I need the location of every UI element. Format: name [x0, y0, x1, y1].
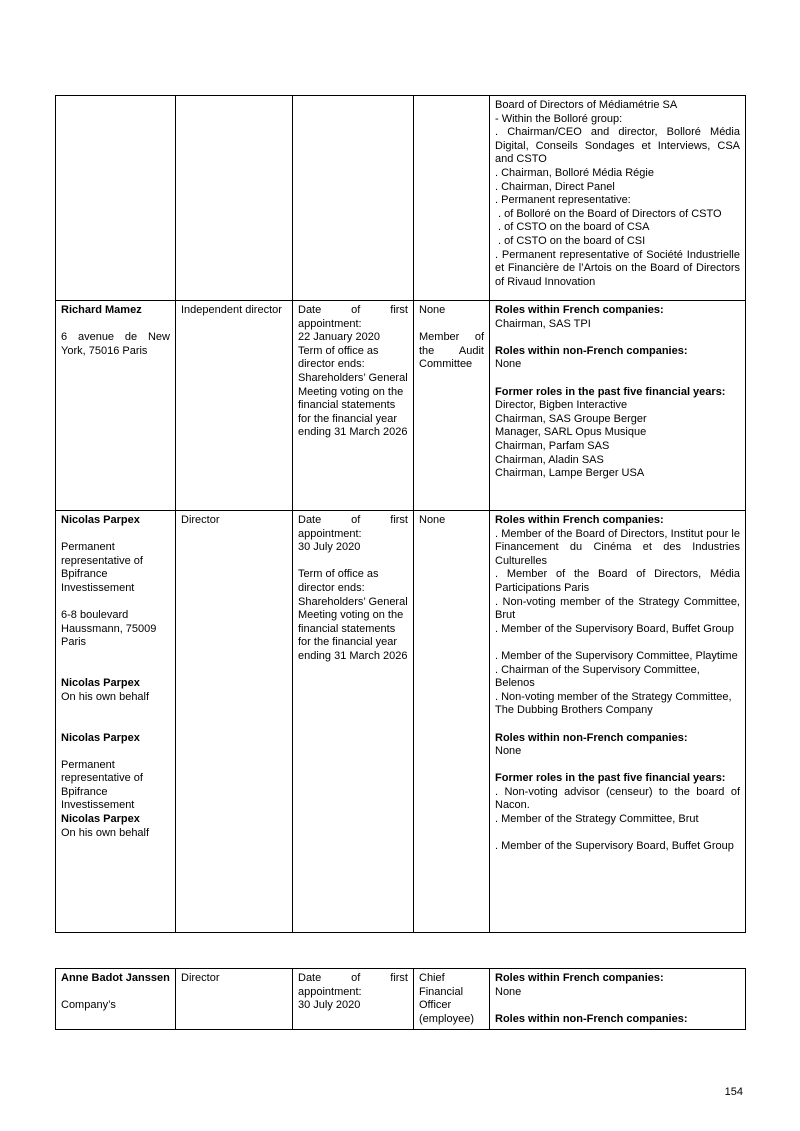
- text-line: [61, 664, 170, 678]
- text-line: . Permanent representative of Société Industrielle et Financière de l’Artois on the Board of Directors of Rivaud Innovation: [495, 248, 740, 288]
- text-line: . of CSTO on the board of CSA: [498, 221, 650, 234]
- text-line: [495, 636, 740, 650]
- text-line: Roles within French companies:: [495, 972, 664, 984]
- text-line: Term of office as director ends:: [298, 344, 379, 371]
- text-line: Nicolas Parpex: [61, 677, 140, 690]
- text-line: Former roles in the past five financial years:: [495, 772, 726, 785]
- cell-role: [176, 969, 293, 1030]
- text-line: [61, 986, 170, 1000]
- cell-mandates: [490, 969, 746, 1030]
- text-line: . Member of the Board of Directors, Média Participations Paris: [495, 568, 740, 594]
- text-line: - Within the Bolloré group:: [495, 112, 623, 125]
- text-line: . Member of the Supervisory Committee, Playtime: [495, 649, 738, 662]
- text-line: 6 avenue de New York, 75016 Paris: [61, 331, 170, 357]
- cell-identity: [56, 301, 176, 511]
- text-line: Nicolas Parpex: [61, 731, 140, 744]
- text-line: Director: [181, 514, 220, 526]
- text-line: Director: [181, 972, 220, 984]
- text-line: Roles within non-French companies:: [495, 1012, 688, 1025]
- cell-identity: [56, 511, 176, 933]
- text-line: Chairman, Aladin SAS: [495, 453, 604, 466]
- text-line: Richard Mamez: [61, 304, 142, 316]
- cell-term: [293, 301, 414, 511]
- cell-term: [293, 96, 414, 301]
- table-row-anne-badot-janssen: [56, 969, 746, 1030]
- cell-committee: [414, 511, 490, 933]
- text-line: . Chairman, Bolloré Média Régie: [495, 166, 654, 179]
- cell-term: [293, 969, 414, 1030]
- text-line: . Member of the Supervisory Board, Buffet Group: [495, 622, 734, 635]
- cell-identity: [56, 969, 176, 1030]
- text-line: Nicolas Parpex: [61, 514, 140, 526]
- text-line: Permanent representative of Bpifrance Investissement: [61, 758, 143, 812]
- cell-committee: [414, 96, 490, 301]
- text-line: [61, 718, 170, 732]
- cell-role: [176, 96, 293, 301]
- text-line: On his own behalf: [61, 690, 150, 703]
- text-line: . Member of the Board of Directors, Institut pour le Financement du Cinéma et des Industries Culturelles: [495, 527, 740, 567]
- text-line: . Member of the Supervisory Board, Buffet Group: [495, 840, 734, 853]
- table-row-continuation: [56, 96, 746, 301]
- text-line: Chairman, Lampe Berger USA: [495, 467, 645, 480]
- text-line: Former roles in the past five financial years:: [495, 385, 726, 398]
- text-line: Chairman, SAS TPI: [495, 317, 591, 330]
- text-line: [419, 318, 484, 332]
- text-line: Independent director: [181, 304, 282, 316]
- text-line: [495, 718, 740, 732]
- text-line: [61, 318, 170, 332]
- page-number: 154: [724, 1086, 743, 1098]
- cell-identity: [56, 96, 176, 301]
- text-line: Roles within French companies:: [495, 304, 664, 316]
- table-row-nicolas-parpex: [56, 511, 746, 933]
- text-line: . Permanent representative:: [495, 194, 631, 207]
- cell-term: [293, 511, 414, 933]
- text-line: Shareholders’ General Meeting voting on the financial statements for the financial year ending 31 March 2026: [298, 595, 408, 662]
- text-line: None: [419, 514, 446, 526]
- table-row-richard-mamez: [56, 301, 746, 511]
- cell-mandates: [490, 511, 746, 933]
- text-line: [61, 528, 170, 542]
- text-line: Roles within non-French companies:: [495, 731, 688, 744]
- text-line: [298, 555, 408, 569]
- cell-role: [176, 301, 293, 511]
- text-line: . of Bolloré on the Board of Directors of CSTO: [498, 207, 722, 220]
- text-line: Date of first appointment:: [298, 972, 408, 998]
- text-line: [61, 704, 170, 718]
- text-line: Manager, SARL Opus Musique: [495, 426, 647, 439]
- directors-table-continued: [55, 968, 746, 1030]
- text-line: [495, 372, 740, 386]
- text-line: [495, 331, 740, 345]
- text-line: On his own behalf: [61, 826, 150, 839]
- text-line: . Non-voting advisor (censeur) to the board of Nacon.: [495, 785, 740, 812]
- directors-table: [55, 95, 746, 933]
- text-line: 30 July 2020: [298, 999, 361, 1012]
- text-line: 6-8 boulevard Haussmann, 75009 Paris: [61, 609, 157, 649]
- text-line: [495, 999, 740, 1013]
- text-line: None: [495, 985, 522, 998]
- text-line: Roles within French companies:: [495, 514, 664, 526]
- text-line: Date of first appointment:: [298, 304, 408, 330]
- cell-committee: [414, 301, 490, 511]
- text-line: Term of office as director ends:: [298, 568, 379, 594]
- text-line: Chief Financial Officer (employee): [419, 972, 475, 1025]
- text-line: [61, 596, 170, 610]
- text-line: . Non-voting member of the Strategy Committee, Brut: [495, 595, 740, 622]
- text-line: Member of the Audit Committee: [419, 331, 484, 371]
- text-line: [495, 759, 740, 773]
- text-line: . Chairman, Direct Panel: [495, 180, 615, 193]
- text-line: . Member of the Strategy Committee, Brut: [495, 813, 699, 826]
- text-line: None: [495, 745, 522, 758]
- text-line: Company’s: [61, 999, 116, 1012]
- text-line: 30 July 2020: [298, 541, 361, 554]
- text-line: . Chairman/CEO and director, Bolloré Média Digital, Conseils Sondages et Interviews, CSA and CSTO: [495, 126, 740, 166]
- text-line: . Chairman of the Supervisory Committee, Belenos: [495, 663, 700, 690]
- text-line: . of CSTO on the board of CSI: [498, 234, 646, 247]
- text-line: Director, Bigben Interactive: [495, 399, 628, 412]
- text-line: Permanent representative of Bpifrance Investissement: [61, 541, 143, 594]
- text-line: Anne Badot Janssen: [61, 972, 170, 984]
- text-line: None: [419, 304, 446, 316]
- text-line: Board of Directors of Médiamétrie SA: [495, 99, 678, 111]
- text-line: Chairman, Parfam SAS: [495, 439, 610, 452]
- text-line: Nicolas Parpex: [61, 813, 140, 826]
- text-line: [61, 745, 170, 759]
- text-line: Shareholders’ General Meeting voting on the financial statements for the financial year ending 31 March 2026: [298, 371, 408, 439]
- text-line: None: [495, 358, 522, 371]
- cell-role: [176, 511, 293, 933]
- text-line: 22 January 2020: [298, 331, 380, 344]
- cell-mandates: [490, 301, 746, 511]
- text-line: [495, 827, 740, 841]
- text-line: [61, 650, 170, 664]
- text-line: Date of first appointment:: [298, 514, 408, 540]
- text-line: Chairman, SAS Groupe Berger: [495, 412, 647, 425]
- text-line: Roles within non-French companies:: [495, 344, 688, 357]
- text-line: . Non-voting member of the Strategy Committee, The Dubbing Brothers Company: [495, 690, 732, 717]
- cell-committee: [414, 969, 490, 1030]
- cell-mandates: [490, 96, 746, 301]
